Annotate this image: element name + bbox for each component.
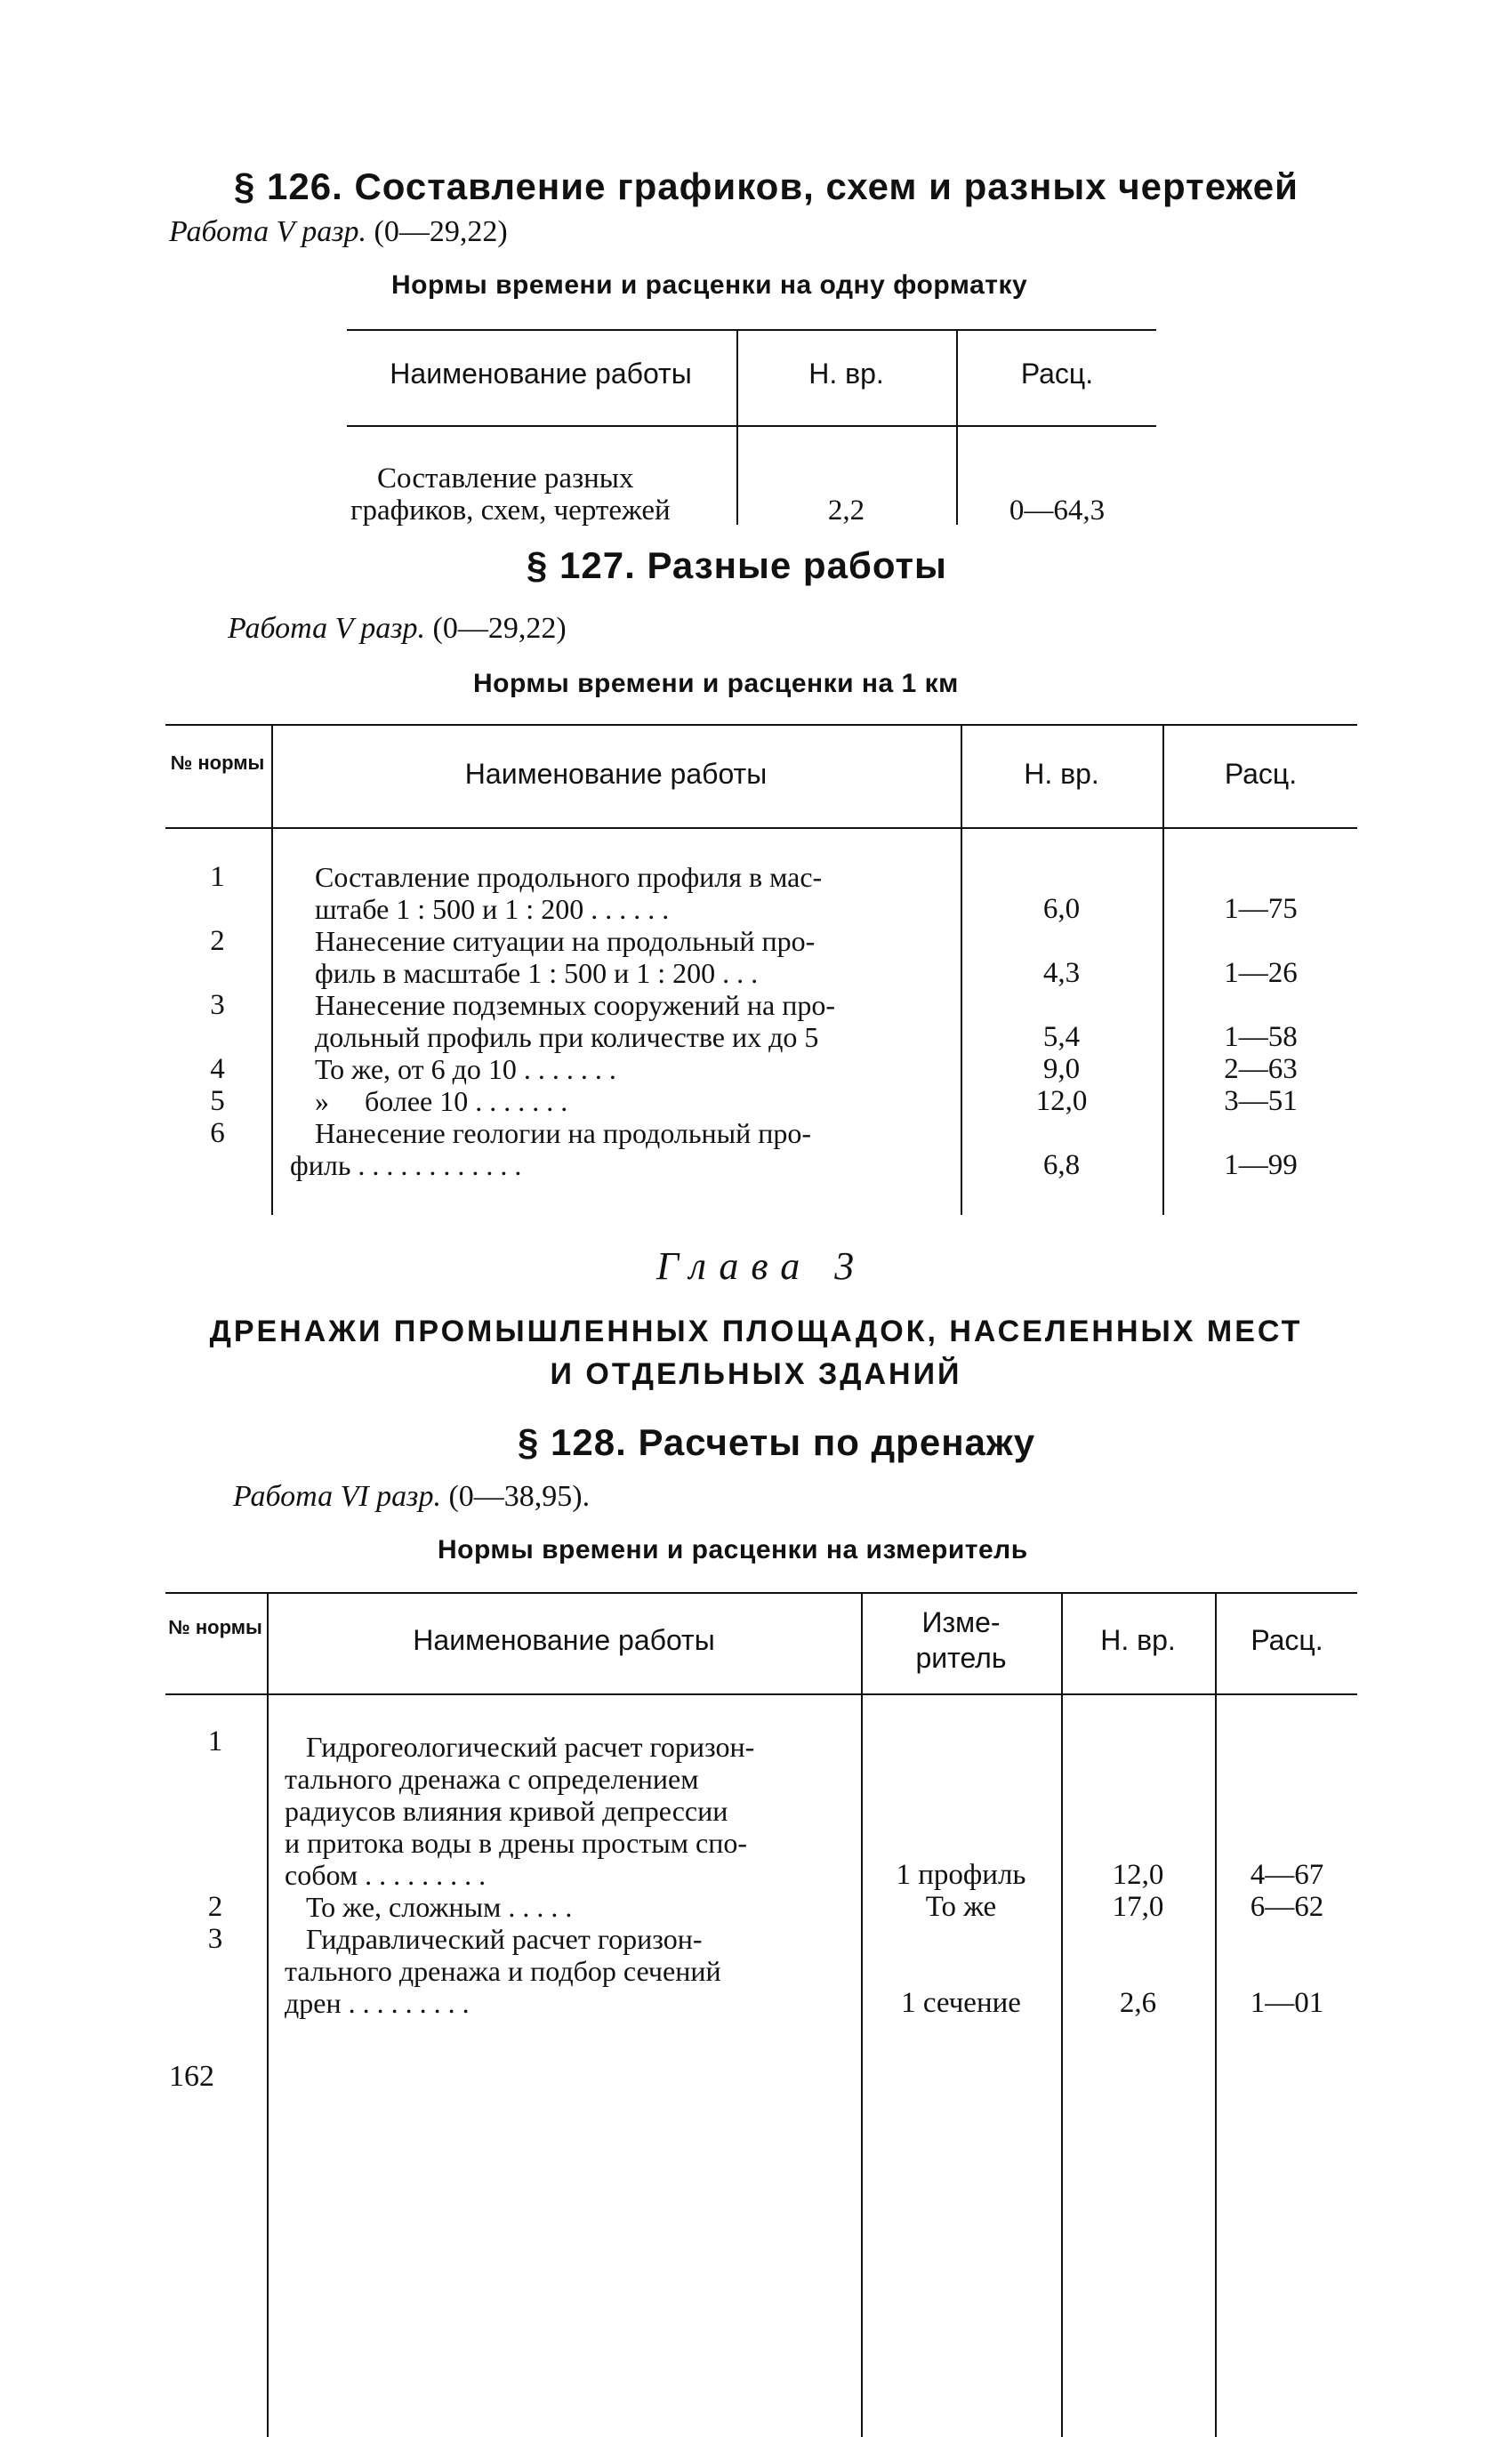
- row-time: 6,0: [1042, 893, 1081, 925]
- row-time: 9,0: [1042, 1053, 1081, 1085]
- row-unit: То же: [925, 1891, 997, 1923]
- section-128-work-line: [233, 1480, 590, 1514]
- section-127-title: § 127. Разные работы: [527, 544, 947, 586]
- work-rate: (0—38,95).: [448, 1480, 591, 1513]
- row-time: 12,0: [1112, 1859, 1164, 1891]
- header-price: Расц.: [1020, 358, 1094, 390]
- header-time: Н. вр.: [1024, 758, 1099, 790]
- row-time: 6,8: [1042, 1149, 1081, 1181]
- row-time: 4,3: [1042, 957, 1081, 989]
- row-description-line: филь в масштабе 1 : 500 и 1 : 200 . . .: [315, 957, 759, 989]
- row-description-line: Нанесение ситуации на продольный про-: [315, 925, 816, 957]
- row-description-line: и притока воды в дрены простым спо-: [285, 1827, 748, 1859]
- row-price: 2—63: [1224, 1053, 1298, 1085]
- header-work-name: Наименование работы: [413, 1624, 715, 1656]
- row-description-line: » более 10 . . . . . . .: [315, 1085, 568, 1117]
- row-description-line: дольный профиль при количестве их до 5: [315, 1021, 819, 1053]
- row-description-line: То же, от 6 до 10 . . . . . . .: [315, 1053, 616, 1085]
- header-price: Расц.: [1224, 758, 1298, 790]
- row-number: 1: [210, 861, 225, 893]
- row-description-line: Гидравлический расчет горизон-: [306, 1923, 703, 1955]
- row-description-line: радиусов влияния кривой депрессии: [285, 1795, 728, 1827]
- row-time: 17,0: [1112, 1891, 1164, 1923]
- row-number: 3: [207, 1923, 223, 1955]
- row-unit: 1 сечение: [901, 1987, 1021, 2019]
- row-name-line: Составление разных: [377, 462, 634, 495]
- header-work-name: Наименование работы: [464, 758, 768, 790]
- work-rate: (0—29,22): [432, 612, 567, 645]
- chapter-title-line1: ДРЕНАЖИ ПРОМЫШЛЕННЫХ ПЛОЩАДОК, НАСЕЛЕННЫХ МЕСТ: [209, 1315, 1303, 1348]
- row-number: 4: [210, 1053, 225, 1085]
- row-time: 2,2: [827, 495, 865, 527]
- row-price: 6—62: [1250, 1891, 1324, 1923]
- work-rate: (0—29,22): [374, 215, 508, 248]
- row-unit: 1 профиль: [896, 1859, 1026, 1891]
- row-description-line: Нанесение геологии на продольный про-: [315, 1117, 811, 1149]
- row-description-line: филь . . . . . . . . . . . .: [290, 1149, 522, 1181]
- row-description-line: тального дренажа и подбор сечений: [285, 1955, 721, 1987]
- work-grade-label: Работа V разр.: [228, 612, 426, 645]
- section-127-caption: Нормы времени и расценки на 1 км: [473, 669, 959, 698]
- row-description-line: Нанесение подземных сооружений на про-: [315, 989, 836, 1021]
- row-number: 2: [210, 925, 225, 957]
- work-grade-label: Работа VI разр.: [233, 1480, 441, 1513]
- header-norm-number: № нормы: [170, 752, 265, 774]
- row-name-line: графиков, схем, чертежей: [350, 495, 671, 527]
- section-126-caption: Нормы времени и расценки на одну форматку: [391, 270, 1028, 300]
- row-description-line: тального дренажа с определением: [285, 1763, 699, 1795]
- section-128-title: § 128. Расчеты по дренажу: [518, 1421, 1036, 1463]
- work-grade-label: Работа V разр.: [169, 215, 367, 248]
- header-price: Расц.: [1251, 1624, 1323, 1656]
- row-price: 1—26: [1224, 957, 1298, 989]
- header-norm-number: № нормы: [168, 1616, 262, 1638]
- row-price: 1—75: [1224, 893, 1298, 925]
- header-time: Н. вр.: [1100, 1624, 1176, 1656]
- row-description-line: собом . . . . . . . . .: [285, 1859, 487, 1891]
- page-number: 162: [169, 2060, 214, 2093]
- row-number: 5: [210, 1085, 225, 1117]
- row-description-line: Гидрогеологический расчет горизон-: [306, 1731, 755, 1763]
- row-price: 4—67: [1250, 1859, 1324, 1891]
- row-price: 1—58: [1224, 1021, 1298, 1053]
- row-number: 6: [210, 1117, 225, 1149]
- row-description-line: дрен . . . . . . . . .: [285, 1987, 470, 2019]
- row-description-line: штабе 1 : 500 и 1 : 200 . . . . . .: [315, 893, 670, 925]
- chapter-title-line2: И ОТДЕЛЬНЫХ ЗДАНИЙ: [550, 1357, 962, 1391]
- row-description-line: Составление продольного профиля в мас-: [315, 861, 823, 893]
- section-127-work-line: [228, 612, 567, 646]
- row-number: 2: [207, 1891, 223, 1923]
- row-price: 1—01: [1250, 1987, 1324, 2019]
- row-time: 12,0: [1035, 1085, 1088, 1117]
- row-price: 0—64,3: [1009, 495, 1106, 527]
- header-work-name: Наименование работы: [390, 358, 692, 390]
- header-time: Н. вр.: [808, 358, 884, 390]
- row-number: 1: [207, 1725, 223, 1757]
- section-126-title: § 126. Составление графиков, схем и разных чертежей: [234, 165, 1299, 207]
- header-unit-line1: Изме-: [921, 1606, 1001, 1638]
- row-number: 3: [210, 989, 225, 1021]
- section-126-work-line: [169, 215, 508, 249]
- chapter-label: Глава 3: [656, 1244, 867, 1288]
- header-unit-line2: ритель: [915, 1642, 1007, 1674]
- section-128-caption: Нормы времени и расценки на измеритель: [438, 1535, 1028, 1564]
- row-time: 5,4: [1042, 1021, 1081, 1053]
- row-price: 1—99: [1224, 1149, 1298, 1181]
- row-price: 3—51: [1224, 1085, 1298, 1117]
- row-time: 2,6: [1119, 1987, 1157, 2019]
- row-description-line: То же, сложным . . . . .: [306, 1891, 573, 1923]
